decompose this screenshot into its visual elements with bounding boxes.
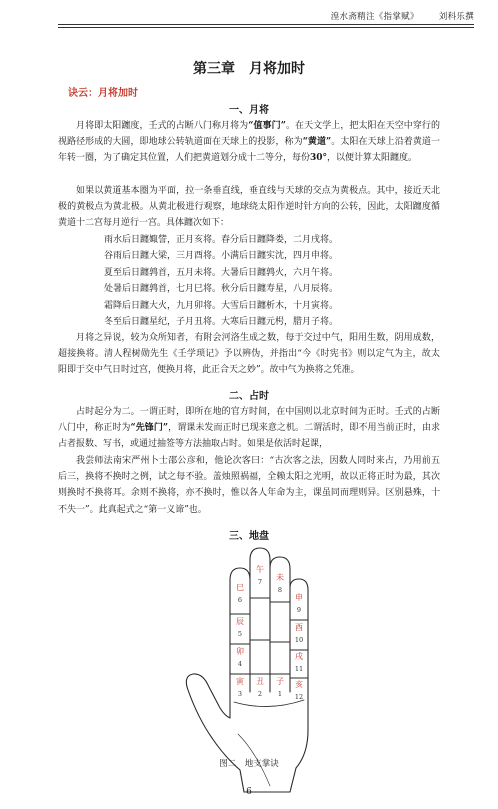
section-title-zhanshi: 二、占时 xyxy=(229,391,269,402)
hand-cell-zi xyxy=(276,677,284,698)
svg-text:6: 6 xyxy=(237,596,243,604)
hand-cell-mao xyxy=(236,646,244,668)
svg-text:子: 子 xyxy=(276,677,284,686)
chanci-row: 冬至后日躔星纪，子月丑将。大寒后日躔元枵，腊月子将。 xyxy=(104,317,339,328)
hand-cell-xu xyxy=(295,651,303,673)
hand-cell-shen xyxy=(295,592,303,614)
svg-text:9: 9 xyxy=(296,606,302,614)
header-book-title: 湟水斋精注《指掌赋》 xyxy=(330,12,419,22)
hand-cell-chou xyxy=(256,677,264,698)
svg-text:寅: 寅 xyxy=(236,677,244,686)
running-header xyxy=(331,10,474,22)
svg-text:申: 申 xyxy=(295,593,303,602)
paragraph-zhanshi-1: 占时起分为二。一谓正时，即所在地的官方时间，在中国则以北京时间为正时。壬式的占断八门中，称正时为“先锋门”，谓课未发而正时已现来意之机。二谓活时，即不用当前正时，由求占者报数、写书，或通过抽签等方法抽取占时。如果是依活时起课， xyxy=(58,407,440,450)
header-author: 刘科乐撰 xyxy=(438,12,474,22)
svg-text:巳: 巳 xyxy=(236,583,244,592)
svg-text:未: 未 xyxy=(276,573,284,582)
svg-text:3: 3 xyxy=(237,690,243,698)
chapter-title: 第三章 月将加时 xyxy=(193,61,305,77)
svg-text:1: 1 xyxy=(277,690,283,698)
figure-caption: 图二 地支掌诀 xyxy=(219,759,279,769)
svg-text:7: 7 xyxy=(257,578,263,586)
chanci-row: 夏至后日躔鹑首，五月未将。大暑后日躔鹑火，六月午将。 xyxy=(104,267,339,278)
svg-text:8: 8 xyxy=(277,586,283,594)
paragraph-yuejiang-1: 月将即太阳躔度，壬式的占断八门称月将为“值事门”。在天文学上，把太阳在天空中穿行的视路径形成的大圆，即地球公转轨道面在天球上的投影，称为“黄道”。太阳在天球上沿着黄道一年转一圈，为了确定其位置，人们把黄道划分成十二等分，每份30°，以便计算太阳躔度。 xyxy=(58,121,440,164)
hand-cell-hai xyxy=(295,679,303,701)
header-rule xyxy=(58,24,474,28)
hand-cell-wei xyxy=(276,572,284,594)
hand-cell-you xyxy=(295,623,303,644)
chanci-table xyxy=(104,232,338,330)
svg-text:戌: 戌 xyxy=(295,652,303,661)
verse-line: 诀云：月将加时 xyxy=(68,88,138,99)
svg-text:5: 5 xyxy=(237,630,243,638)
svg-text:辰: 辰 xyxy=(236,617,244,626)
svg-text:亥: 亥 xyxy=(295,680,303,689)
paragraph-zhanshi-2: 我尝师法南宋严州卜士邵公彦和，他论次客曰：“古次客之法，因数人同时来占，乃用前五后三，换将不换时之例，试之每不验。盖烛照祸福，全赖太阳之光明，故以正将正时为最，其次则换时不换将耳。余则不换将，亦不换时，惟以各人年命为主，课虽同而理则异。区别悬殊，十不失一”。此真起式之“第一义谛”也。 xyxy=(58,456,440,515)
section-title-yuejiang: 一、月将 xyxy=(229,105,269,116)
svg-text:午: 午 xyxy=(256,565,264,574)
page-number: 6 xyxy=(246,787,252,797)
chanci-row: 雨水后日躔娵訾，正月亥将。春分后日躔降娄，二月戌将。 xyxy=(104,235,339,245)
paragraph-yuejiang-3: 月将之异说，较为众所知者，有附会河洛生成之数，每于交过中气，阳用生数，阴用成数，超接换将。清人程树勋先生《壬学琐记》予以辨伪，并指出“今《时宪书》则以定气为主，故太阳即于交中气日时过宫，便换月将，此正合天之妙”。故中气为换将之凭准。 xyxy=(58,333,440,376)
chanci-row: 处暑后日躔鹑首，七月巳将。秋分后日躔寿星，八月辰将。 xyxy=(104,284,339,295)
section-title-dipan: 三、地盘 xyxy=(229,531,269,542)
hand-cell-chen xyxy=(236,617,244,638)
hand-cell-wu xyxy=(256,564,264,586)
svg-text:丑: 丑 xyxy=(256,677,264,686)
svg-text:11: 11 xyxy=(294,665,304,673)
chanci-row: 谷雨后日躔大梁，三月酉将。小满后日躔实沈，四月申将。 xyxy=(104,251,339,262)
svg-text:卯: 卯 xyxy=(236,647,244,656)
svg-text:2: 2 xyxy=(257,690,263,698)
svg-text:10: 10 xyxy=(294,636,304,644)
chanci-row: 霜降后日躔大火，九月卯将。大雪后日躔析木，十月寅将。 xyxy=(104,300,339,311)
svg-text:4: 4 xyxy=(237,660,243,668)
svg-text:12: 12 xyxy=(294,693,304,701)
hand-cell-si xyxy=(236,583,244,604)
svg-text:酉: 酉 xyxy=(295,623,303,632)
paragraph-yuejiang-2: 如果以黄道基本圈为平面，拉一条垂直线，垂直线与天球的交点为黄极点。其中，接近天北极的黄极点为黄北极。从黄北极进行观察，地球绕太阳作逆时针方向的公转，因此，太阳躔度循黄道十二宫每月逆行一宫。具体躔次如下： xyxy=(58,186,440,229)
hand-cell-yin xyxy=(236,676,245,698)
